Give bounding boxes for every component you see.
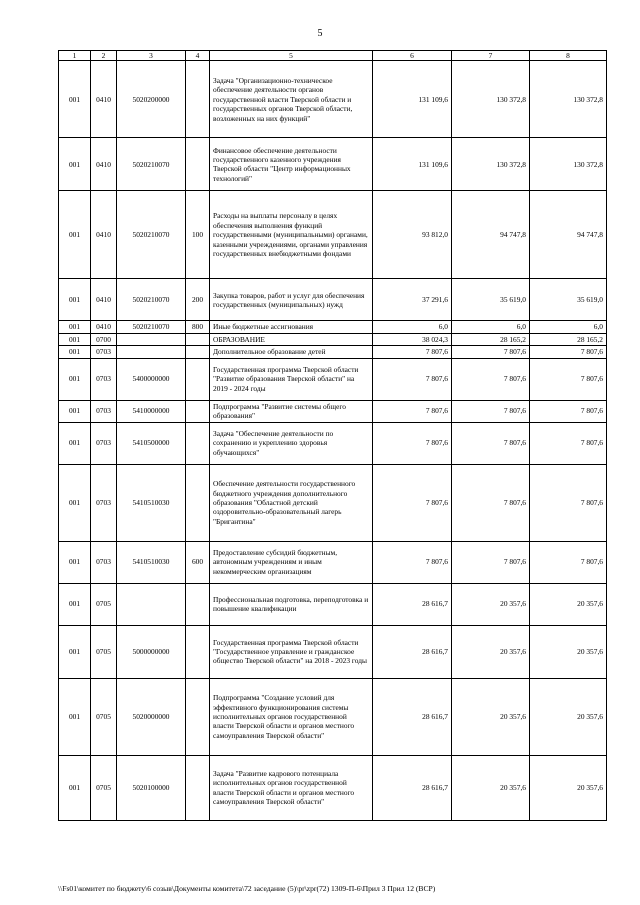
cell-description: ОБРАЗОВАНИЕ xyxy=(210,333,373,345)
cell-expense-type xyxy=(186,333,210,345)
cell-amount-3: 20 357,6 xyxy=(530,583,607,625)
cell-amount-1: 131 109,6 xyxy=(373,61,452,138)
table-row xyxy=(59,358,607,400)
cell-target-article xyxy=(117,346,186,358)
table-header-row xyxy=(59,51,607,61)
cell-section: 0410 xyxy=(91,138,117,191)
cell-amount-2: 7 807,6 xyxy=(452,464,530,541)
cell-description: Закупка товаров, работ и услуг для обеспечения государственных (муниципальных) нужд xyxy=(210,279,373,321)
cell-ministry: 001 xyxy=(59,422,91,464)
table-row xyxy=(59,279,607,321)
table-row xyxy=(59,464,607,541)
column-header: 6 xyxy=(373,51,452,61)
table-row xyxy=(59,346,607,358)
cell-target-article: 5020210070 xyxy=(117,279,186,321)
cell-description: Задача "Обеспечение деятельности по сохранению и укреплению здоровья обучающихся" xyxy=(210,422,373,464)
cell-amount-1: 28 616,7 xyxy=(373,583,452,625)
cell-amount-1: 7 807,6 xyxy=(373,541,452,583)
cell-amount-2: 7 807,6 xyxy=(452,358,530,400)
cell-amount-1: 6,0 xyxy=(373,321,452,333)
cell-target-article: 5020000000 xyxy=(117,678,186,755)
cell-ministry: 001 xyxy=(59,678,91,755)
cell-amount-1: 28 616,7 xyxy=(373,678,452,755)
cell-amount-1: 28 616,7 xyxy=(373,625,452,678)
cell-target-article xyxy=(117,583,186,625)
cell-expense-type xyxy=(186,422,210,464)
cell-description: Профессиональная подготовка, переподготовка и повышение квалификации xyxy=(210,583,373,625)
cell-amount-3: 7 807,6 xyxy=(530,358,607,400)
cell-target-article: 5410510030 xyxy=(117,541,186,583)
table-body xyxy=(59,61,607,820)
cell-target-article: 5020210070 xyxy=(117,138,186,191)
cell-description: Предоставление субсидий бюджетным, автономным учреждениям и иным некоммерческим организациям xyxy=(210,541,373,583)
cell-amount-3: 20 357,6 xyxy=(530,678,607,755)
cell-expense-type xyxy=(186,61,210,138)
cell-ministry: 001 xyxy=(59,625,91,678)
cell-ministry: 001 xyxy=(59,191,91,279)
table-row xyxy=(59,755,607,820)
cell-section: 0703 xyxy=(91,346,117,358)
cell-amount-1: 7 807,6 xyxy=(373,346,452,358)
cell-amount-3: 28 165,2 xyxy=(530,333,607,345)
cell-expense-type xyxy=(186,755,210,820)
cell-ministry: 001 xyxy=(59,583,91,625)
cell-amount-1: 28 616,7 xyxy=(373,755,452,820)
cell-expense-type xyxy=(186,138,210,191)
cell-section: 0703 xyxy=(91,541,117,583)
cell-expense-type: 100 xyxy=(186,191,210,279)
table-row xyxy=(59,541,607,583)
cell-target-article: 5020200000 xyxy=(117,61,186,138)
cell-amount-3: 35 619,0 xyxy=(530,279,607,321)
column-header: 7 xyxy=(452,51,530,61)
cell-amount-2: 7 807,6 xyxy=(452,346,530,358)
cell-section: 0703 xyxy=(91,422,117,464)
cell-amount-2: 20 357,6 xyxy=(452,678,530,755)
cell-ministry: 001 xyxy=(59,61,91,138)
cell-expense-type xyxy=(186,678,210,755)
table-row xyxy=(59,625,607,678)
cell-amount-2: 20 357,6 xyxy=(452,625,530,678)
cell-description: Задача "Развитие кадрового потенциала исполнительных органов государственной власти Тверской области и органов местного самоуправления Тверской области" xyxy=(210,755,373,820)
cell-amount-3: 7 807,6 xyxy=(530,464,607,541)
cell-amount-3: 7 807,6 xyxy=(530,541,607,583)
table-row xyxy=(59,422,607,464)
cell-ministry: 001 xyxy=(59,138,91,191)
table-row xyxy=(59,583,607,625)
cell-description: Финансовое обеспечение деятельности государственного казенного учреждения Тверской области "Центр информационных технологий" xyxy=(210,138,373,191)
cell-description: Государственная программа Тверской области "Развитие образования Тверской области" на 2019 - 2024 годы xyxy=(210,358,373,400)
cell-expense-type: 800 xyxy=(186,321,210,333)
cell-description: Государственная программа Тверской области "Государственное управление и гражданское общество Тверской области" на 2018 - 2023 годы xyxy=(210,625,373,678)
cell-section: 0700 xyxy=(91,333,117,345)
cell-amount-2: 20 357,6 xyxy=(452,583,530,625)
column-header: 8 xyxy=(530,51,607,61)
column-header: 4 xyxy=(186,51,210,61)
cell-section: 0705 xyxy=(91,583,117,625)
page-number: 5 xyxy=(317,28,323,39)
cell-expense-type: 200 xyxy=(186,279,210,321)
budget-table xyxy=(58,50,607,821)
cell-description: Подпрограмма "Развитие системы общего образования" xyxy=(210,400,373,422)
cell-amount-3: 7 807,6 xyxy=(530,400,607,422)
column-header: 1 xyxy=(59,51,91,61)
cell-expense-type: 600 xyxy=(186,541,210,583)
cell-expense-type xyxy=(186,358,210,400)
table-row xyxy=(59,678,607,755)
cell-amount-1: 93 812,0 xyxy=(373,191,452,279)
cell-target-article: 5020210070 xyxy=(117,321,186,333)
cell-description: Обеспечение деятельности государственного бюджетного учреждения дополнительного образования "Областной детский оздоровительно-образовательный лагерь "Бригантина" xyxy=(210,464,373,541)
cell-amount-2: 7 807,6 xyxy=(452,422,530,464)
cell-description: Подпрограмма "Создание условий для эффективного функционирования системы исполнительных органов государственной власти Тверской области и органов местного самоуправления Тверской области" xyxy=(210,678,373,755)
table-row xyxy=(59,333,607,345)
cell-amount-1: 7 807,6 xyxy=(373,464,452,541)
cell-target-article: 5400000000 xyxy=(117,358,186,400)
cell-section: 0705 xyxy=(91,678,117,755)
cell-amount-3: 7 807,6 xyxy=(530,346,607,358)
cell-description: Иные бюджетные ассигнования xyxy=(210,321,373,333)
column-header: 3 xyxy=(117,51,186,61)
cell-section: 0703 xyxy=(91,464,117,541)
cell-description: Задача "Организационно-техническое обеспечение деятельности органов государственной власти Тверской области и государственных органов Тверской области, возложенных на них функций" xyxy=(210,61,373,138)
table-row xyxy=(59,400,607,422)
cell-amount-2: 94 747,8 xyxy=(452,191,530,279)
cell-amount-3: 130 372,8 xyxy=(530,61,607,138)
cell-description: Расходы на выплаты персоналу в целях обеспечения выполнения функций государственными (муниципальными) органами, казенными учреждениями, органами управления государственных внебюджетными фондами xyxy=(210,191,373,279)
cell-expense-type xyxy=(186,625,210,678)
table-row xyxy=(59,138,607,191)
cell-target-article: 5020210070 xyxy=(117,191,186,279)
cell-expense-type xyxy=(186,346,210,358)
cell-expense-type xyxy=(186,464,210,541)
cell-amount-3: 20 357,6 xyxy=(530,625,607,678)
file-path-footer: \\Fs01\комитет по бюджету\6 созыв\Документы комитета\72 заседание (5)\pr\zpr(72) 1309-П-6\Прил 3 Прил 12 (ВСР) xyxy=(58,884,436,893)
cell-amount-2: 20 357,6 xyxy=(452,755,530,820)
cell-ministry: 001 xyxy=(59,279,91,321)
cell-amount-2: 35 619,0 xyxy=(452,279,530,321)
table-row xyxy=(59,191,607,279)
table-row xyxy=(59,61,607,138)
cell-amount-2: 7 807,6 xyxy=(452,541,530,583)
cell-amount-1: 131 109,6 xyxy=(373,138,452,191)
cell-amount-2: 130 372,8 xyxy=(452,61,530,138)
cell-amount-3: 94 747,8 xyxy=(530,191,607,279)
cell-amount-1: 37 291,6 xyxy=(373,279,452,321)
cell-target-article xyxy=(117,333,186,345)
cell-target-article: 5410510030 xyxy=(117,464,186,541)
cell-amount-2: 7 807,6 xyxy=(452,400,530,422)
cell-amount-3: 6,0 xyxy=(530,321,607,333)
cell-target-article: 5410000000 xyxy=(117,400,186,422)
cell-amount-1: 7 807,6 xyxy=(373,400,452,422)
cell-amount-2: 130 372,8 xyxy=(452,138,530,191)
cell-section: 0410 xyxy=(91,321,117,333)
cell-amount-1: 7 807,6 xyxy=(373,422,452,464)
cell-amount-2: 28 165,2 xyxy=(452,333,530,345)
cell-amount-3: 7 807,6 xyxy=(530,422,607,464)
cell-section: 0703 xyxy=(91,400,117,422)
cell-amount-1: 7 807,6 xyxy=(373,358,452,400)
cell-amount-1: 38 024,3 xyxy=(373,333,452,345)
cell-ministry: 001 xyxy=(59,464,91,541)
cell-target-article: 5000000000 xyxy=(117,625,186,678)
table-row xyxy=(59,321,607,333)
cell-expense-type xyxy=(186,400,210,422)
cell-section: 0703 xyxy=(91,358,117,400)
cell-section: 0410 xyxy=(91,279,117,321)
cell-section: 0410 xyxy=(91,61,117,138)
cell-target-article: 5410500000 xyxy=(117,422,186,464)
cell-section: 0705 xyxy=(91,755,117,820)
cell-section: 0410 xyxy=(91,191,117,279)
cell-target-article: 5020100000 xyxy=(117,755,186,820)
cell-ministry: 001 xyxy=(59,321,91,333)
cell-amount-3: 20 357,6 xyxy=(530,755,607,820)
cell-expense-type xyxy=(186,583,210,625)
cell-ministry: 001 xyxy=(59,346,91,358)
cell-ministry: 001 xyxy=(59,333,91,345)
cell-ministry: 001 xyxy=(59,358,91,400)
cell-ministry: 001 xyxy=(59,755,91,820)
cell-amount-3: 130 372,8 xyxy=(530,138,607,191)
column-header: 2 xyxy=(91,51,117,61)
cell-section: 0705 xyxy=(91,625,117,678)
cell-ministry: 001 xyxy=(59,400,91,422)
cell-ministry: 001 xyxy=(59,541,91,583)
column-header: 5 xyxy=(210,51,373,61)
cell-amount-2: 6,0 xyxy=(452,321,530,333)
cell-description: Дополнительное образование детей xyxy=(210,346,373,358)
